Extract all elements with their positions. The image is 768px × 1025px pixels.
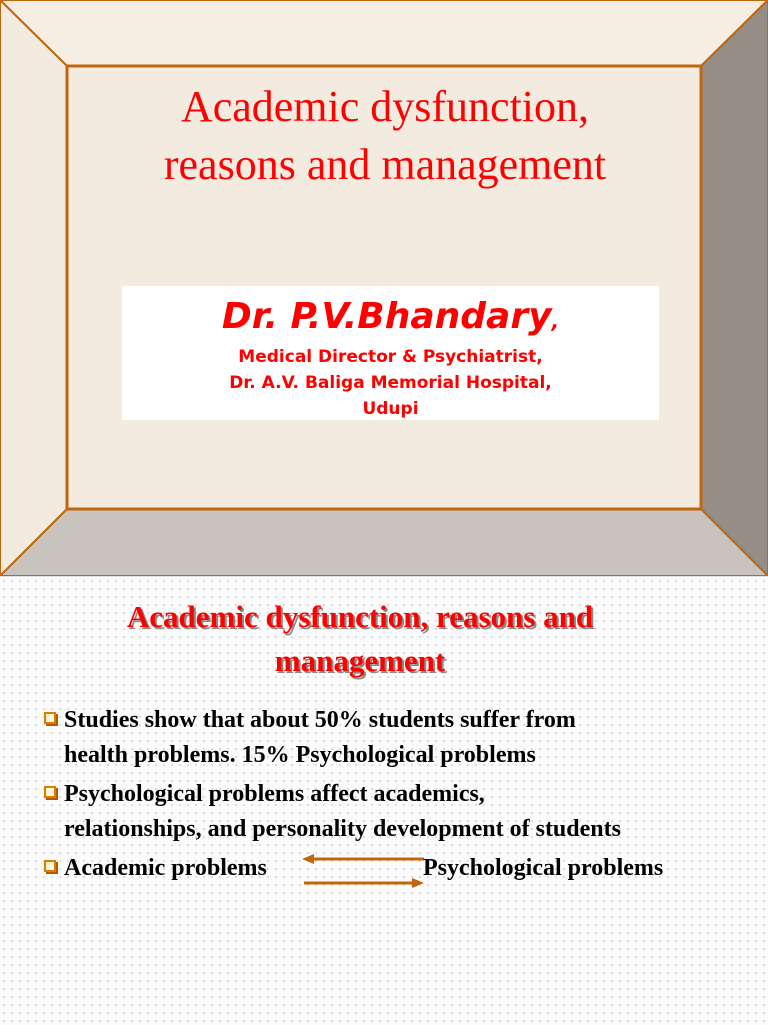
list-item: [40, 777, 768, 847]
author-org: Dr. A.V. Baliga Memorial Hospital,: [229, 373, 552, 393]
bullet-text-line2: health problems. 15% Psychological problems: [64, 742, 536, 768]
academic-problems-label: Academic problems: [64, 855, 267, 881]
slide1-title-line1: Academic dysfunction,: [180, 82, 590, 131]
slide2-title-line1: Academic dysfunction, reasons and: [126, 599, 594, 634]
author-name: Dr. P.V.Bhandary: [221, 296, 552, 337]
author-comma: ,: [551, 309, 560, 333]
bidirectional-arrows-icon: [284, 849, 424, 889]
author-box: [122, 286, 659, 420]
list-item: [40, 851, 768, 886]
content-slide: [0, 576, 768, 1025]
square-bullet-icon: [44, 712, 56, 724]
bullet-text-line2: relationships, and personality development of students: [64, 816, 621, 842]
square-bullet-icon: [44, 860, 56, 872]
bullet-text-line1: Psychological problems affect academics,: [64, 781, 485, 807]
slide2-title-line2: management: [274, 643, 446, 678]
psychological-problems-label: Psychological problems: [423, 855, 664, 881]
square-bullet-icon: [44, 786, 56, 798]
list-item: [40, 703, 768, 773]
author-role: Medical Director & Psychiatrist,: [238, 347, 543, 367]
bullet-text-line1: Studies show that about 50% students suffer from: [64, 707, 576, 733]
author-city: Udupi: [362, 399, 419, 419]
bullet-list: [40, 703, 768, 890]
slide1-title: [70, 78, 700, 194]
author-name-line: [122, 294, 659, 344]
slide2-title: [40, 595, 680, 683]
slide1-title-line2: reasons and management: [163, 140, 607, 189]
